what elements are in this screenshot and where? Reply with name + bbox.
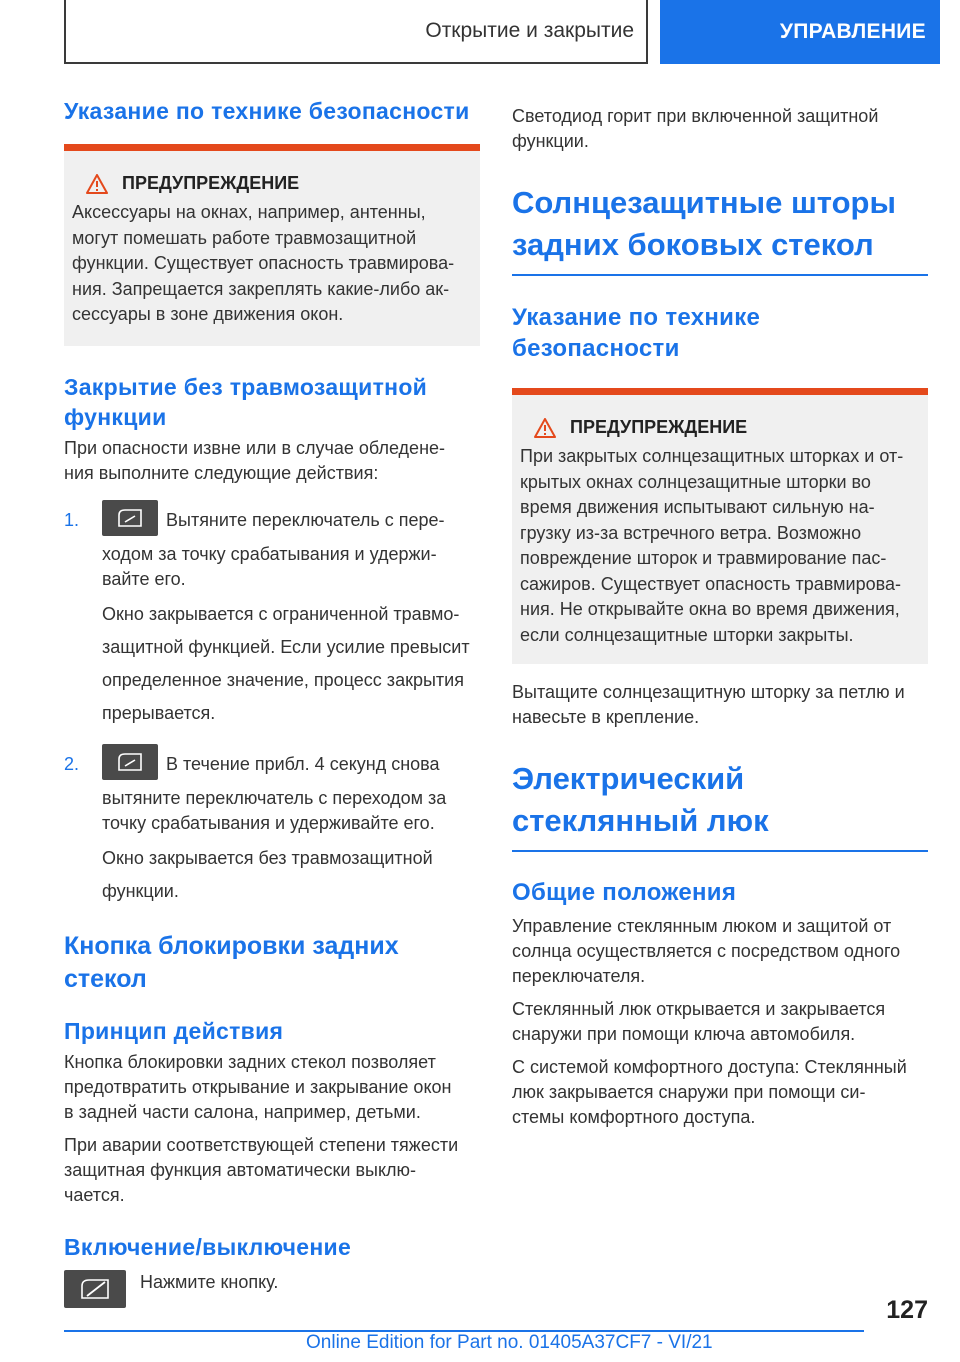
step-note <box>102 602 470 726</box>
warning-line: Аксессуары на окнах, например, антенны, <box>72 202 426 222</box>
text-line: Вытащите солнцезащитную шторку за петлю и <box>512 682 905 702</box>
principle-paragraph <box>64 1133 480 1208</box>
warning-box <box>64 144 480 346</box>
text-line: навесьте в крепление. <box>512 707 700 727</box>
text-line: предотвратить открывание и закрывание окон <box>64 1076 452 1097</box>
warning-line: функции. Существует опасность травмирова- <box>72 253 455 273</box>
header-section-tab <box>64 0 648 64</box>
warning-icon <box>534 418 556 438</box>
step-body <box>102 508 470 726</box>
warning-box <box>512 388 928 664</box>
pull-paragraph <box>512 680 928 730</box>
step-line: прерывается. <box>102 702 216 723</box>
step-line: определенное значение, процесс закрытия <box>102 669 464 690</box>
lock-heading <box>64 930 480 996</box>
warning-title: ПРЕДУПРЕЖДЕНИЕ <box>570 417 748 437</box>
led-paragraph <box>512 104 928 154</box>
text-line: люк закрывается снаружи при помощи си- <box>512 1082 866 1102</box>
safety-heading: Указание по технике безопасности <box>64 98 470 124</box>
warning-line: При закрытых солнцезащитных шторках и от- <box>520 446 904 466</box>
step-line: функции. <box>102 880 179 901</box>
sunshade-heading-line: Солнцезащитные шторы <box>512 185 896 220</box>
warning-line: сажиров. Существует опасность травмирова- <box>520 573 901 594</box>
step-line: точку срабатывания и удерживайте его. <box>102 812 435 833</box>
general-paragraph <box>512 1055 928 1130</box>
text-line: стемы комфортного доступа. <box>512 1107 756 1127</box>
safety-heading-line: безопасности <box>512 335 680 362</box>
warning-line: грузку из-за встречного ветра. Возможно <box>520 522 862 543</box>
warning-line: сессуары в зоне движения окон. <box>72 304 344 324</box>
safety-heading-line: Указание по технике <box>512 304 761 331</box>
footer-edition: Online Edition for Part no. 01405A37CF7 - VI/21 <box>306 1332 713 1353</box>
closing-heading <box>64 372 480 432</box>
onoff-text: Нажмите кнопку. <box>140 1271 279 1292</box>
step-number: 2. <box>64 753 80 774</box>
heading-rule <box>512 274 928 276</box>
step-line: Окно закрывается без травмозащитной <box>102 847 433 868</box>
warning-line: ния. Запрещается закреплять какие-либо ак- <box>72 278 450 299</box>
sunshade-heading-line: задних боковых стекол <box>512 227 874 262</box>
text-line: При аварии соответствующей степени тяжести <box>64 1134 459 1155</box>
text-line: чается. <box>64 1184 125 1205</box>
roof-heading-line: стеклянный люк <box>512 803 769 838</box>
lock-heading-line: Кнопка блокировки задних <box>64 931 399 960</box>
warning-title: ПРЕДУПРЕЖДЕНИЕ <box>122 173 300 193</box>
warning-header <box>520 417 920 438</box>
heading-rule <box>512 850 928 852</box>
right-column <box>512 104 928 1130</box>
step-line: вытяните переключатель с переходом за <box>102 787 447 808</box>
onoff-heading: Включение/выключение <box>64 1233 352 1260</box>
roof-heading-line: Электрический <box>512 761 745 796</box>
text-line: переключателя. <box>512 966 646 986</box>
step-line: ходом за точку срабатывания и удержи- <box>102 543 437 564</box>
warning-line: могут помешать работе травмозащитной <box>72 227 417 248</box>
text-line: Кнопка блокировки задних стекол позволяет <box>64 1051 436 1072</box>
left-column <box>64 96 480 1308</box>
warning-line: ния. Не открывайте окна во время движения, <box>520 599 900 619</box>
text-line: снаружи при помощи ключа автомобиля. <box>512 1024 856 1044</box>
step-line: Вытяните переключатель с пере- <box>102 508 470 536</box>
text-line: в задней части салона, например, детьми. <box>64 1101 421 1122</box>
text-line: Управление стеклянным люком и защитой от <box>512 916 892 936</box>
warning-line: крытых окнах солнцезащитные шторки во <box>520 471 871 492</box>
step-line: Окно закрывается с ограниченной травмо- <box>102 603 460 624</box>
text-line: функции. <box>512 131 589 151</box>
text-line: защитная функция автоматически выклю- <box>64 1159 417 1180</box>
warning-header <box>72 173 472 194</box>
warning-icon <box>86 174 108 194</box>
step-line: В течение прибл. 4 секунд снова <box>102 752 446 780</box>
text-line: При опасности извне или в случае обледене- <box>64 437 446 458</box>
step-number: 1. <box>64 509 80 530</box>
step-note <box>102 846 446 904</box>
general-paragraph <box>512 914 928 989</box>
text-line: Стеклянный люк открывается и закрывается <box>512 999 886 1019</box>
sunshade-heading <box>512 182 928 266</box>
closing-heading-line: Закрытие без травмозащитной <box>64 373 428 400</box>
text-line: С системой комфортного доступа: Стеклянный <box>512 1057 907 1077</box>
step-line: вайте его. <box>102 568 186 589</box>
general-heading: Общие положения <box>512 879 737 906</box>
header-section-title: Открытие и закрытие <box>425 19 634 42</box>
page-number: 127 <box>886 1296 928 1324</box>
roof-heading <box>512 758 928 842</box>
step-2 <box>64 752 480 904</box>
text-line: солнца осуществляется с посредством одного <box>512 941 901 961</box>
warning-line: повреждение шторок и травмирование пас- <box>520 548 887 568</box>
window-switch-icon <box>102 744 158 780</box>
principle-heading: Принцип действия <box>64 1017 284 1044</box>
onoff-row <box>64 1270 480 1308</box>
warning-line: если солнцезащитные шторки закрыты. <box>520 624 854 645</box>
text-line: ния выполните следующие действия: <box>64 462 379 483</box>
warning-line: время движения испытывают сильную на- <box>520 497 875 517</box>
header-chapter-title: УПРАВЛЕНИЕ <box>779 20 926 43</box>
lock-heading-line: стекол <box>64 964 147 993</box>
general-paragraph <box>512 997 928 1047</box>
rear-window-lock-button-icon <box>64 1270 126 1308</box>
window-switch-icon <box>102 500 158 536</box>
closing-intro <box>64 436 480 486</box>
step-body <box>102 752 446 904</box>
text-line: Светодиод горит при включенной защитной <box>512 106 879 126</box>
closing-heading-line: функции <box>64 403 167 430</box>
sunshade-safety-heading <box>512 302 928 364</box>
step-1 <box>64 508 480 726</box>
principle-paragraph <box>64 1050 480 1125</box>
header-chapter-tab <box>660 0 940 64</box>
step-line: защитной функцией. Если усилие превысит <box>102 636 470 657</box>
